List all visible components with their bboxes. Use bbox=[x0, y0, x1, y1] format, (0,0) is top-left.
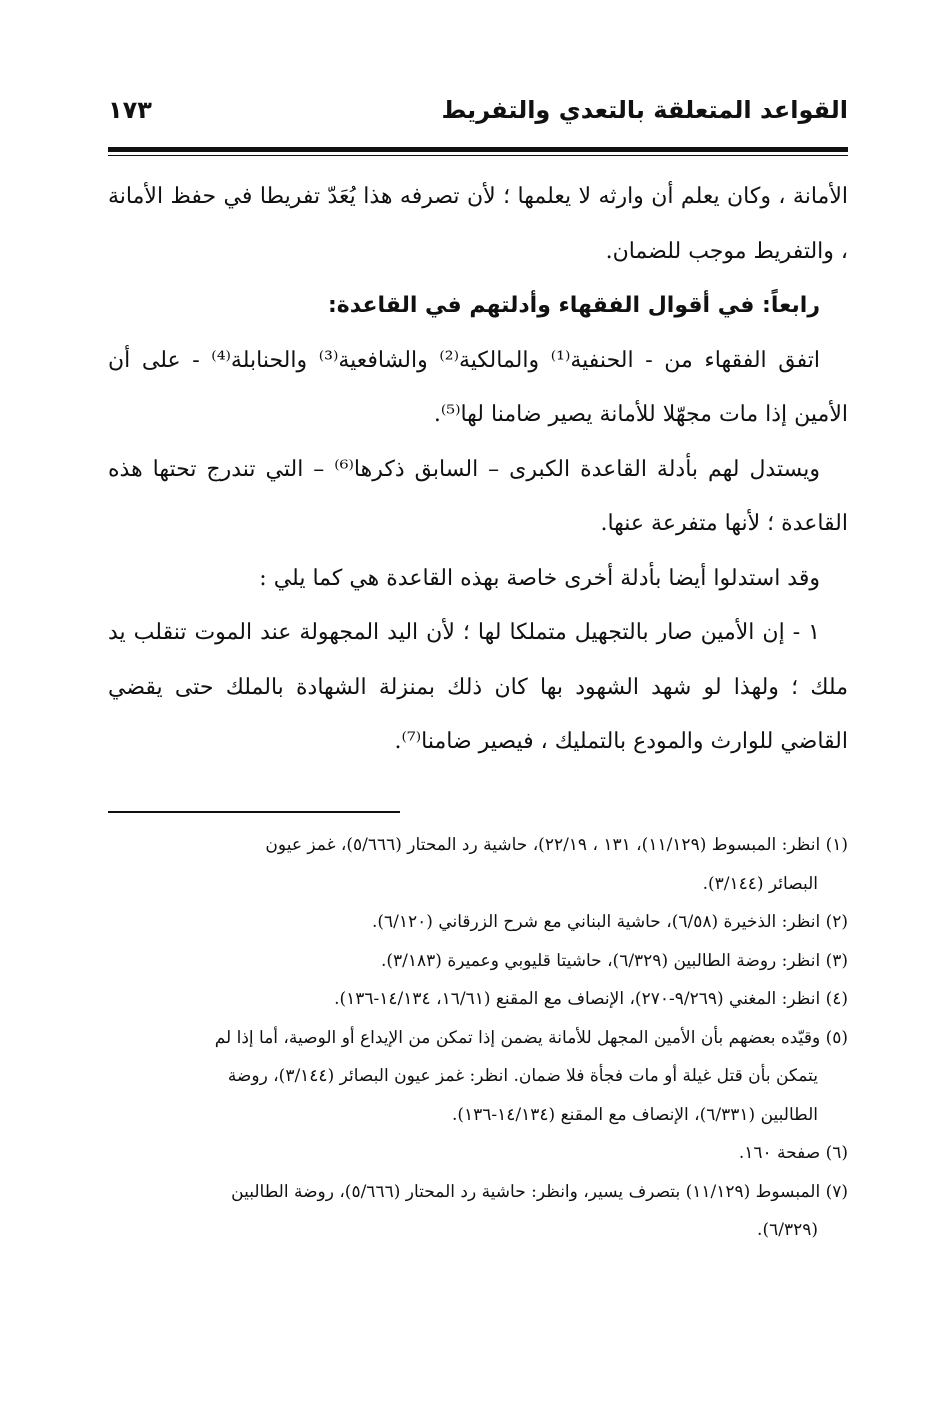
footnote-7-line-2: (٦/٣٢٩). bbox=[757, 1220, 818, 1240]
running-header bbox=[108, 84, 848, 144]
paragraph-2: اتفق الفقهاء من - الحنفية⁽¹⁾ والمالكية⁽²⁾ والشافعية⁽³⁾ والحنابلة⁽⁴⁾ - على أن الأمين إذا مات مجهّلا للأمانة يصير ضامنا لها⁽⁵⁾. bbox=[108, 347, 848, 427]
footnote-3: (٣) انظر: روضة الطالبين (٦/٣٢٩)، حاشيتا قليوبي وعميرة (٣/١٨٣). bbox=[380, 950, 848, 971]
paragraph-3: ويستدل لهم بأدلة القاعدة الكبرى – السابق ذكرها⁽⁶⁾ – التي تندرج تحتها هذه القاعدة ؛ لأنها متفرعة عنها. bbox=[108, 456, 848, 536]
footnote-5-line-2: يتمكن بأن قتل غيلة أو مات فجأة فلا ضمان. انظر: غمز عيون البصائر (٣/١٤٤)، روضة bbox=[227, 1066, 818, 1086]
footnote-6: (٦) صفحة ١٦٠. bbox=[738, 1143, 848, 1163]
paragraph-5: ١ - إن الأمين صار بالتجهيل متملكا لها ؛ لأن اليد المجهولة عند الموت تنقلب يد ملك ؛ ولهذا لو شهد الشهود بها كان ذلك بمنزلة الشهادة بالملك حتى يقضي القاضي للوارث والمودع بالتمليك ، فيصير ضامنا⁽⁷⁾. bbox=[108, 620, 848, 754]
page-number: ١٧٣ bbox=[108, 96, 152, 124]
footnote-separator bbox=[108, 811, 400, 813]
header-rule-thin bbox=[108, 155, 848, 156]
footnote-5-line-3: الطالبين (٦/٣٣١)، الإنصاف مع المقنع (١٤/١٣٤-١٣٦). bbox=[451, 1104, 818, 1125]
paragraph-4: وقد استدلوا أيضا بأدلة أخرى خاصة بهذه القاعدة هي كما يلي : bbox=[259, 565, 820, 591]
running-header-title: القواعد المتعلقة بالتعدي والتفريط bbox=[441, 96, 848, 124]
footnote-5-line-1: (٥) وقيّده بعضهم بأن الأمين المجهل للأمانة يضمن إذا تمكن من الإيداع أو الوصية، أما إذا لم bbox=[214, 1027, 848, 1048]
footnote-4: (٤) انظر: المغني (٩/٢٦٩-٢٧٠)، الإنصاف مع المقنع (١٦/٦١، ١٤/١٣٤-١٣٦). bbox=[334, 989, 848, 1009]
book-page bbox=[108, 0, 848, 1406]
footnotes bbox=[108, 826, 848, 1250]
footnote-7-line-1: (٧) المبسوط (١١/١٢٩) بتصرف يسير، وانظر: حاشية رد المحتار (٥/٦٦٦)، روضة الطالبين bbox=[231, 1181, 848, 1202]
footnote-2: (٢) انظر: الذخيرة (٦/٥٨)، حاشية البناني مع شرح الزرقاني (٦/١٢٠). bbox=[371, 912, 848, 932]
section-heading: رابعاً: في أقوال الفقهاء وأدلتهم في القاعدة: bbox=[327, 293, 820, 318]
paragraph-1: الأمانة ، وكان يعلم أن وارثه لا يعلمها ؛ لأن تصرفه هذا يُعَدّ تفريطا في حفظ الأمانة ، والتفريط موجب للضمان. bbox=[108, 184, 848, 264]
footnote-1-line-2: البصائر (٣/١٤٤). bbox=[702, 873, 818, 894]
footnote-1-line-1: (١) انظر: المبسوط (١١/١٢٩)، ١٣١ ، ٢٢/١٩)، حاشية رد المحتار (٥/٦٦٦)، غمز عيون bbox=[265, 835, 848, 855]
main-text bbox=[108, 170, 848, 770]
header-rule-thick bbox=[108, 147, 848, 152]
